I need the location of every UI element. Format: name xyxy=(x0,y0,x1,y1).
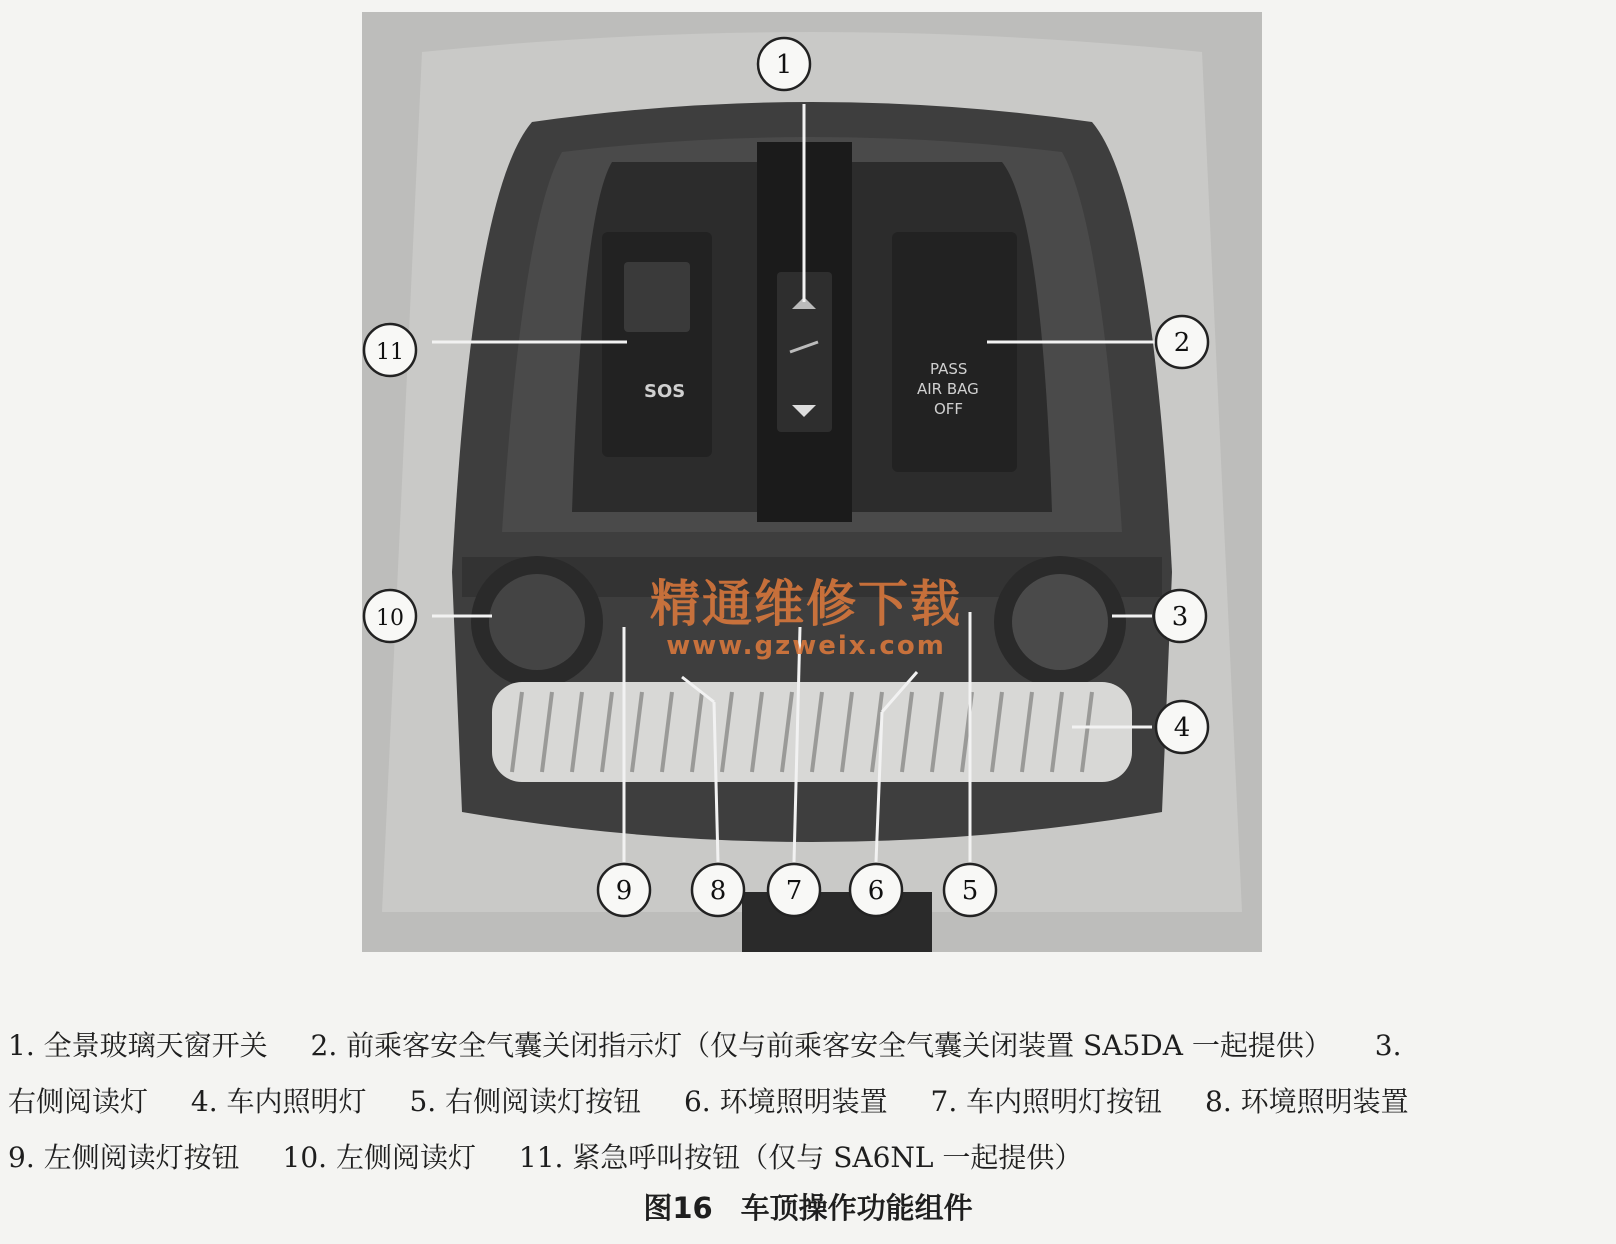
figure-number: 图16 xyxy=(643,1191,713,1225)
airbag-line-2: AIR BAG xyxy=(917,380,979,398)
caption-item: 7. 车内照明灯按钮 xyxy=(930,1085,1163,1118)
callout-11: 11 xyxy=(376,340,404,365)
caption-line xyxy=(8,1074,1608,1130)
figure-title: 车顶操作功能组件 xyxy=(740,1191,973,1225)
caption-item: 2. 前乘客安全气囊关闭指示灯（仅与前乘客安全气囊关闭装置 SA5DA 一起提供） xyxy=(310,1029,1332,1062)
callout-8: 8 xyxy=(709,876,727,906)
callout-9: 9 xyxy=(615,876,633,906)
callout-1: 1 xyxy=(775,50,793,80)
caption-item: 5. 右侧阅读灯按钮 xyxy=(409,1085,642,1118)
caption-line xyxy=(8,1018,1608,1074)
callout-4: 4 xyxy=(1173,713,1191,743)
caption-item: 11. 紧急呼叫按钮（仅与 SA6NL 一起提供） xyxy=(518,1141,1083,1174)
roof-console-photo xyxy=(362,12,1262,952)
callout-5: 5 xyxy=(961,876,979,906)
caption-item: 10. 左侧阅读灯 xyxy=(282,1141,476,1174)
caption-list xyxy=(8,1018,1608,1186)
airbag-line-1: PASS xyxy=(930,360,968,378)
caption-item: 3. xyxy=(1374,1029,1402,1062)
callout-3: 3 xyxy=(1171,602,1189,632)
caption-line xyxy=(8,1130,1608,1186)
caption-item: 4. 车内照明灯 xyxy=(190,1085,367,1118)
callout-7: 7 xyxy=(785,876,803,906)
caption-item: 8. 环境照明装置 xyxy=(1205,1085,1409,1118)
caption-item: 9. 左侧阅读灯按钮 xyxy=(8,1141,240,1174)
caption-item: 右侧阅读灯 xyxy=(8,1085,149,1118)
watermark-url: www.gzweix.com xyxy=(666,631,946,661)
watermark-title: 精通维修下载 xyxy=(650,575,962,633)
sos-label: SOS xyxy=(644,381,686,402)
caption-item: 1. 全景玻璃天窗开关 xyxy=(8,1029,268,1062)
watermark xyxy=(620,576,992,660)
callout-10: 10 xyxy=(376,606,404,631)
figure-caption xyxy=(0,1186,1616,1227)
caption-item: 6. 环境照明装置 xyxy=(683,1085,888,1118)
callout-2: 2 xyxy=(1173,328,1191,358)
airbag-line-3: OFF xyxy=(934,400,964,418)
callout-6: 6 xyxy=(867,876,885,906)
